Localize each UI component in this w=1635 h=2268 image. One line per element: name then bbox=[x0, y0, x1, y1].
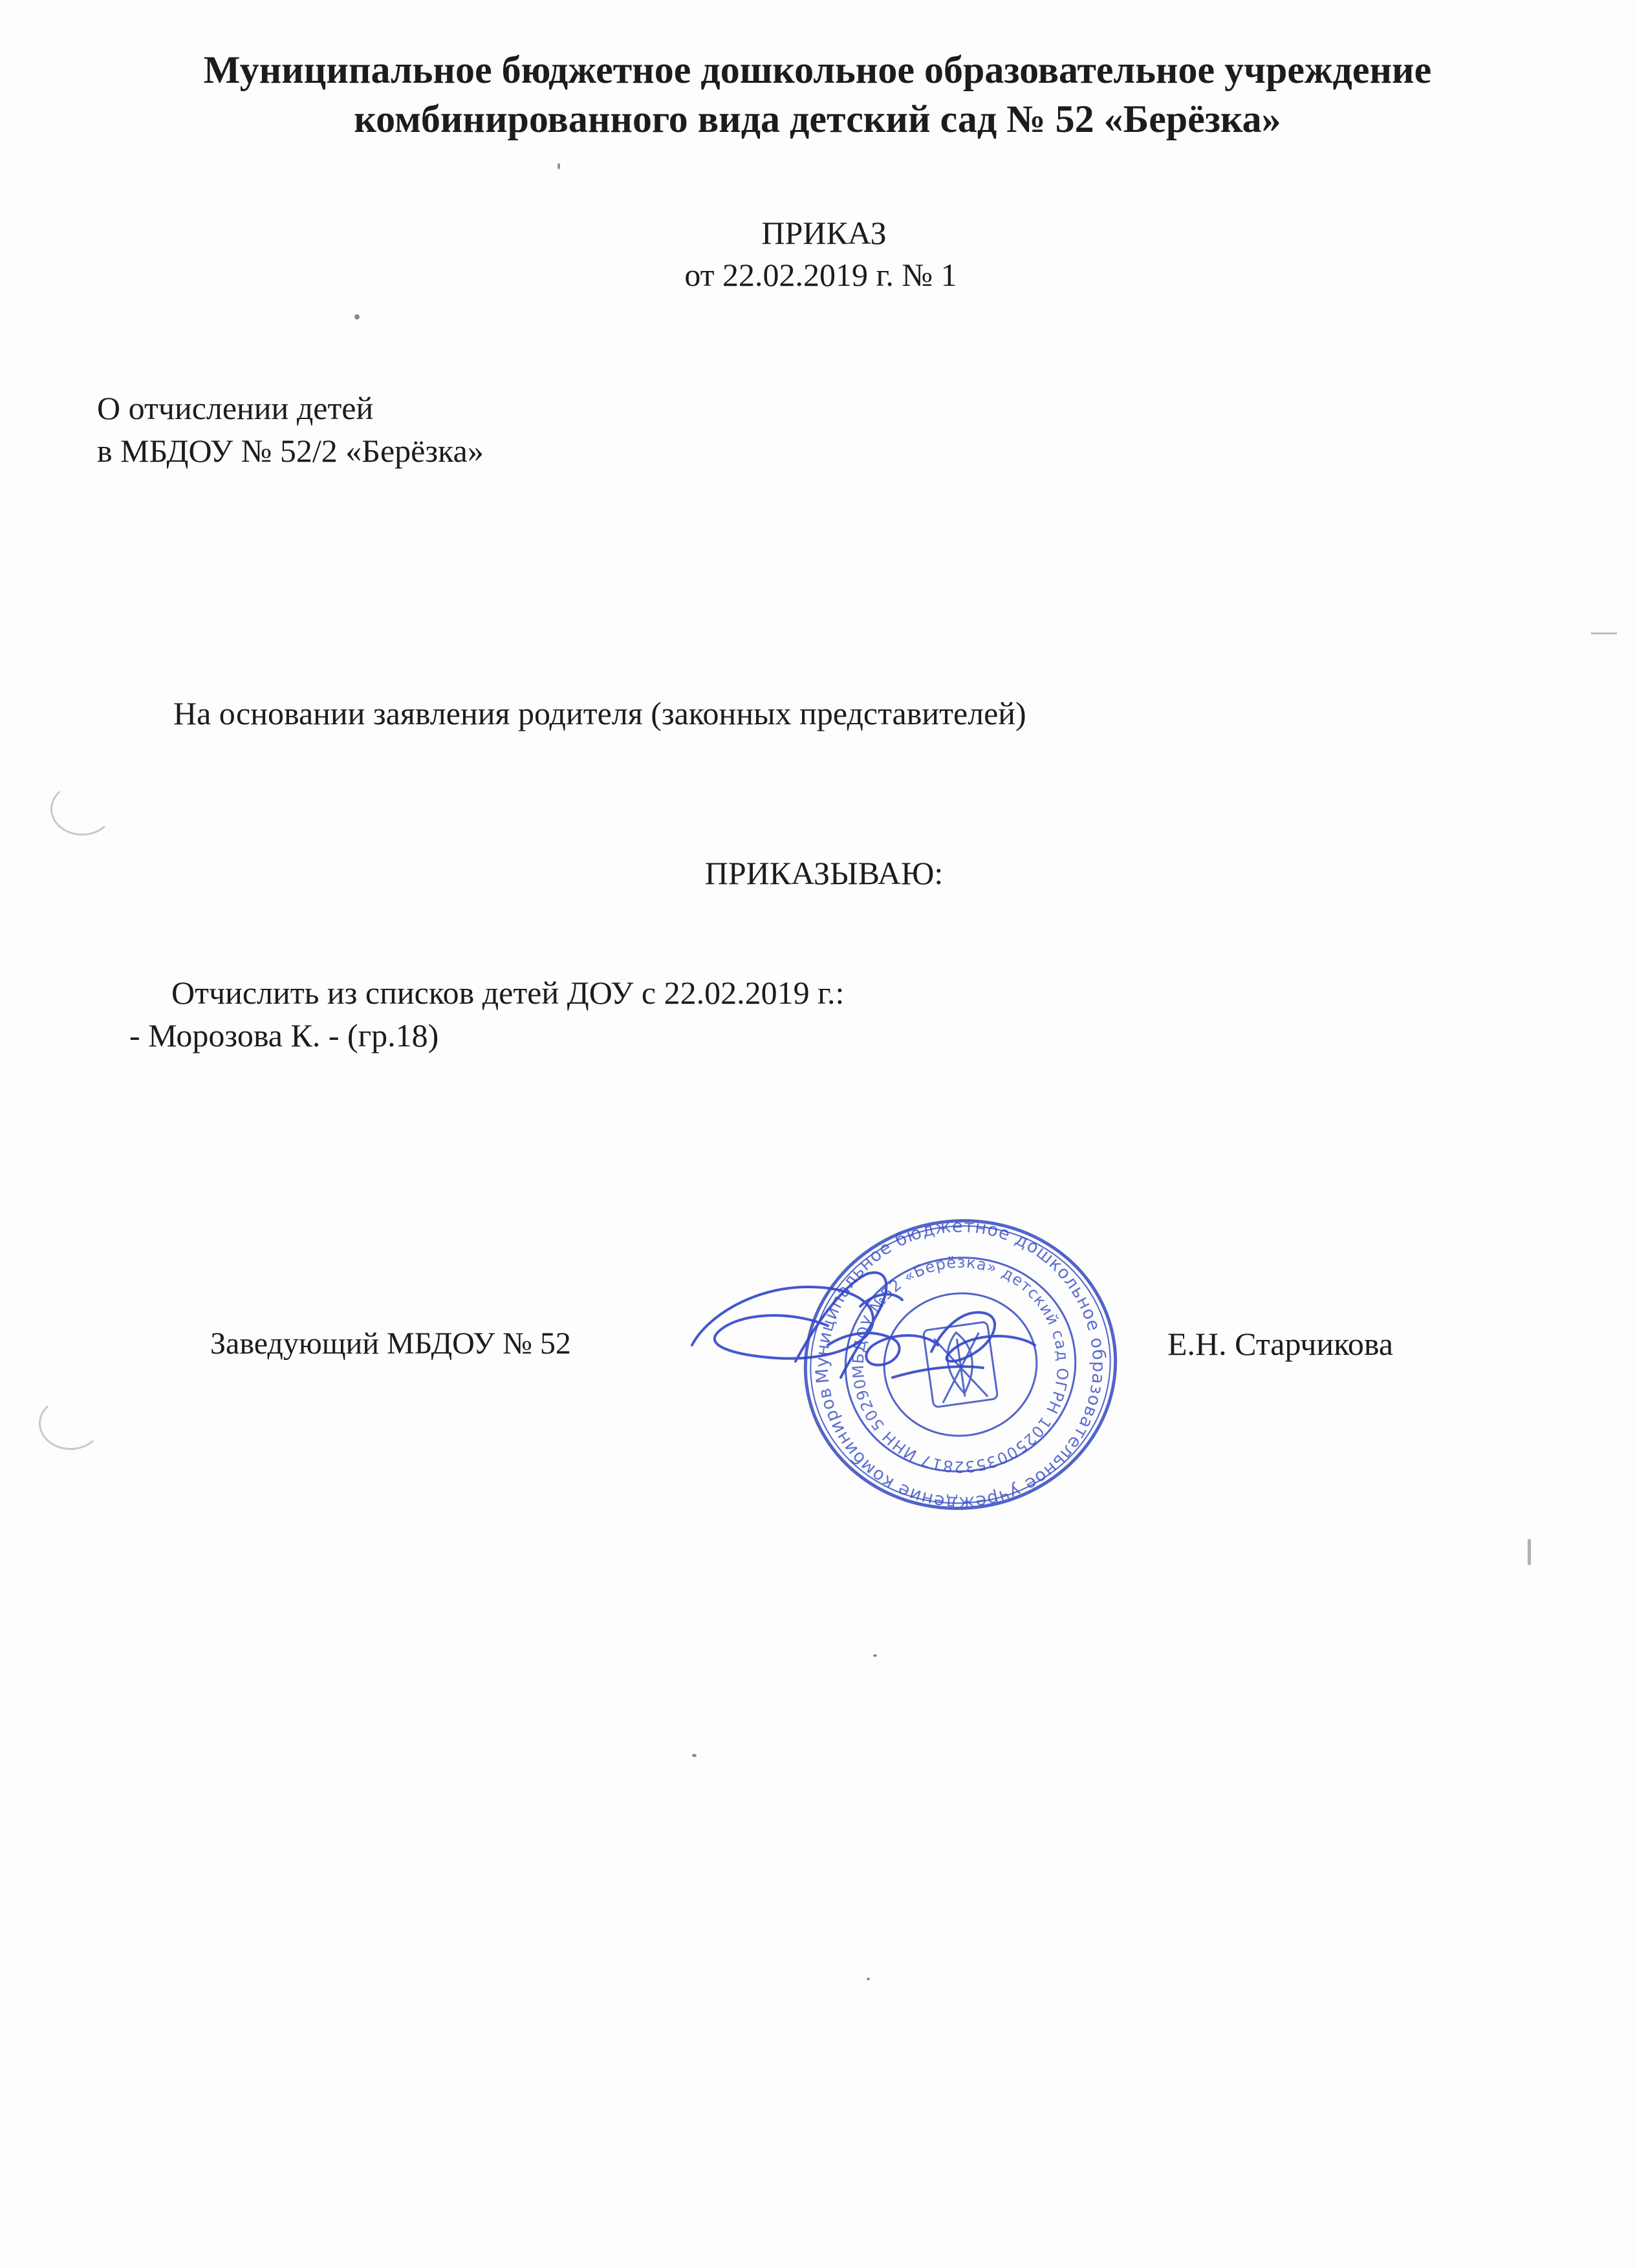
scan-speck bbox=[558, 163, 560, 169]
order-title: ПРИКАЗ bbox=[761, 215, 887, 251]
scan-speck bbox=[692, 1754, 697, 1757]
scan-speck bbox=[867, 1978, 870, 1980]
punch-hole-mark bbox=[50, 783, 114, 836]
scan-speck bbox=[1528, 1539, 1531, 1565]
signatory-name: Е.Н. Старчикова bbox=[1167, 1326, 1394, 1362]
order-basis: На основании заявления родителя (законных представителей) bbox=[173, 695, 1026, 731]
scan-speck bbox=[873, 1654, 877, 1657]
organization-name-line-2: комбинированного вида детский сад № 52 «Берёзка» bbox=[354, 98, 1281, 140]
order-subject-line-1: О отчислении детей bbox=[97, 390, 374, 426]
scan-speck bbox=[354, 314, 360, 319]
seal-outer-text: Муниципальное бюджетное дошкольное образовательное учреждение комбинированного bbox=[812, 1216, 1109, 1513]
child-entry: - Морозова К. - (гр.18) bbox=[129, 1017, 439, 1053]
order-action: Отчислить из списков детей ДОУ с 22.02.2019 г.: bbox=[171, 975, 845, 1011]
handwritten-signature bbox=[679, 1248, 1054, 1416]
punch-hole-mark bbox=[39, 1397, 102, 1450]
order-date-number: от 22.02.2019 г. № 1 bbox=[684, 257, 957, 293]
organization-name-line-1: Муниципальное бюджетное дошкольное образовательное учреждение bbox=[203, 49, 1432, 91]
order-verb: ПРИКАЗЫВАЮ: bbox=[704, 855, 944, 891]
seal-inner-text: МБДОУ №52 «Берёзка» детский сад ОГРН 1025003532817 ИНН 5029048910 bbox=[849, 1253, 1072, 1476]
order-subject-line-2: в МБДОУ № 52/2 «Берёзка» bbox=[97, 433, 484, 469]
scan-edge-mark bbox=[1591, 632, 1617, 634]
signatory-role: Заведующий МБДОУ № 52 bbox=[210, 1326, 571, 1361]
